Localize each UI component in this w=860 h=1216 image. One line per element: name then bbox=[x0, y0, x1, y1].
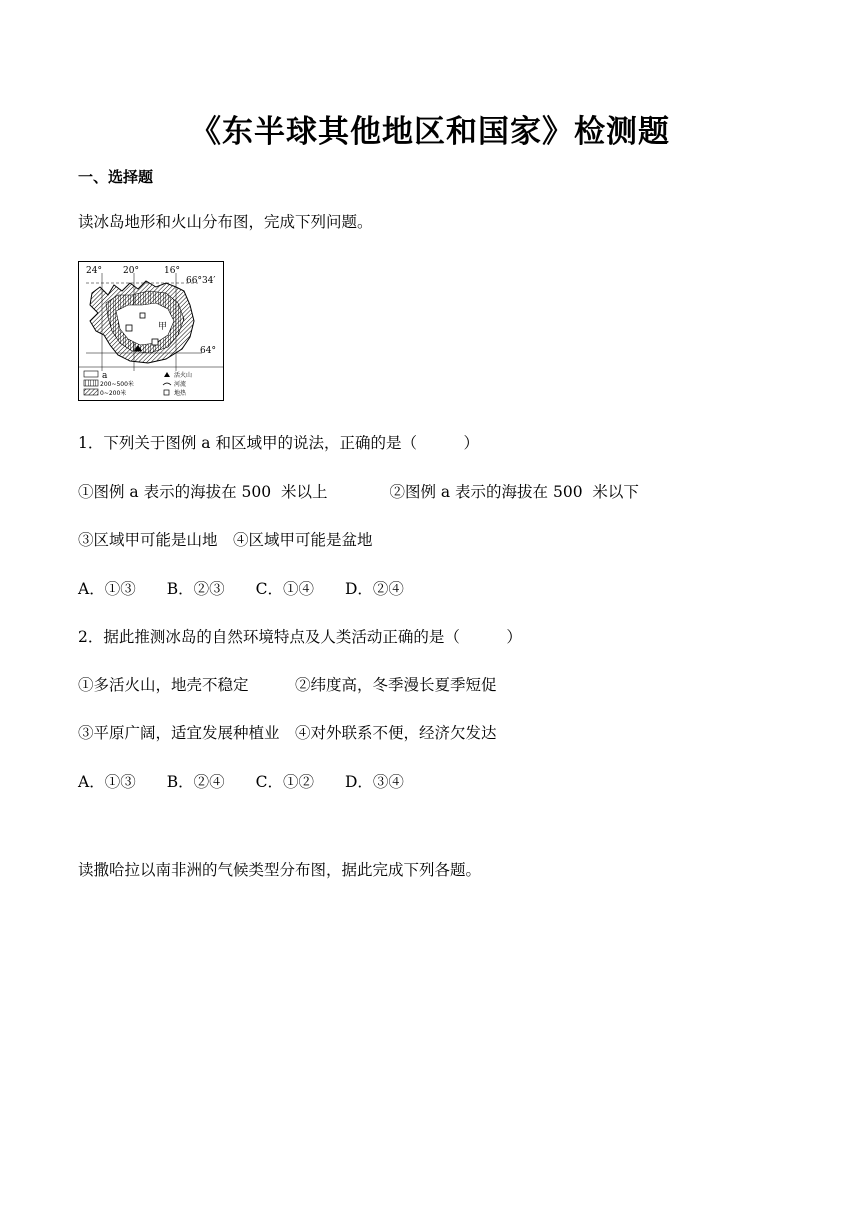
lat-label-arctic: 66°34′ bbox=[186, 276, 216, 286]
question-2-options-line-1: ①多活火山，地壳不稳定 ②纬度高，冬季漫长夏季短促 bbox=[78, 676, 497, 694]
geothermal-marker bbox=[140, 313, 145, 318]
legend-river: 河流 bbox=[174, 381, 187, 388]
legend-0-200: 0~200米 bbox=[100, 390, 127, 397]
question-1-stem: 1．下列关于图例 a 和区域甲的说法，正确的是（ ） bbox=[78, 434, 479, 452]
section-heading: 一、选择题 bbox=[78, 168, 154, 186]
legend-volcano: 活火山 bbox=[174, 372, 193, 379]
legend-200-500: 200~500米 bbox=[100, 381, 134, 388]
legend-a: a bbox=[102, 371, 108, 381]
lat-label-64: 64° bbox=[200, 346, 216, 356]
geothermal-marker bbox=[126, 325, 132, 331]
region-jia-label: 甲 bbox=[158, 322, 168, 332]
question-2-stem: 2．据此推测冰岛的自然环境特点及人类活动正确的是（ ） bbox=[78, 628, 522, 646]
question-2-options-line-2: ③平原广阔，适宜发展种植业 ④对外联系不便，经济欠发达 bbox=[78, 724, 497, 742]
question-1-options-line-2: ③区域甲可能是山地 ④区域甲可能是盆地 bbox=[78, 531, 373, 549]
question-1-choices: A．①③ B．②③ C．①④ D．②④ bbox=[78, 580, 404, 598]
document-title: 《东半球其他地区和国家》检测题 bbox=[190, 114, 670, 150]
legend-geothermal: 地热 bbox=[174, 390, 187, 397]
geothermal-marker bbox=[152, 339, 158, 345]
lon-label-24: 24° bbox=[86, 266, 102, 276]
question-2-choices: A．①③ B．②④ C．①② D．③④ bbox=[78, 773, 404, 791]
intro-text-iceland: 读冰岛地形和火山分布图，完成下列问题。 bbox=[78, 213, 373, 231]
lon-label-16: 16° bbox=[164, 266, 180, 276]
iceland-map-figure bbox=[78, 261, 224, 401]
question-1-options-line-1: ①图例 a 表示的海拔在 500 米以上 ②图例 a 表示的海拔在 500 米以下 bbox=[78, 483, 639, 501]
intro-text-africa: 读撒哈拉以南非洲的气候类型分布图，据此完成下列各题。 bbox=[78, 861, 482, 879]
lon-label-20: 20° bbox=[123, 266, 139, 276]
